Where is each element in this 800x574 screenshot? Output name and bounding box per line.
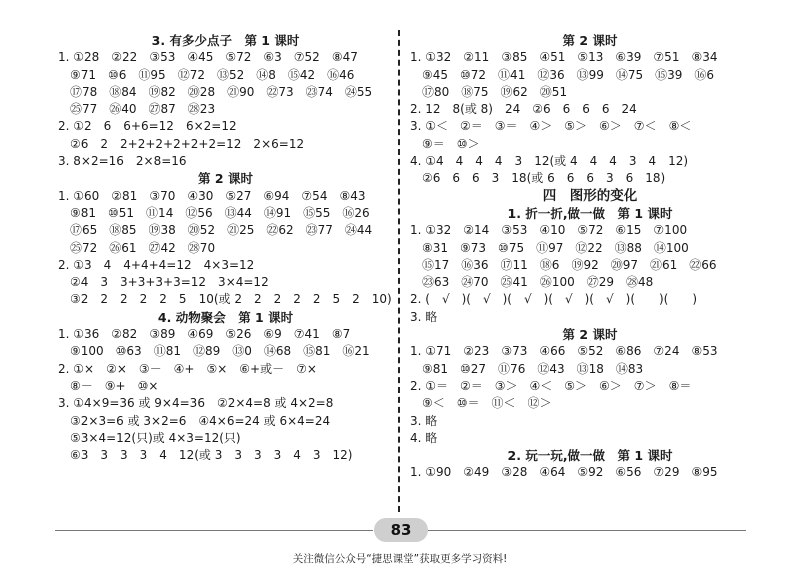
- right-answer-line: 2. ( √ )( √ )( √ )( √ )( √ )( )( ): [410, 292, 698, 307]
- right-answer-line: 1. ①32 ②14 ③53 ④10 ⑤72 ⑥15 ⑦100: [410, 223, 688, 238]
- left-answer-line: 3. ①4×9=36 或 9×4=36 ②2×4=8 或 4×2=8: [58, 396, 334, 411]
- left-answer-line: ③2×3=6 或 3×2=6 ④4×6=24 或 6×4=24: [58, 413, 331, 428]
- right-answer-line: 1. ①90 ②49 ③28 ④64 ⑤92 ⑥56 ⑦29 ⑧95: [410, 465, 718, 480]
- left-answer-line: ⑧－ ⑨+ ⑩×: [58, 378, 159, 393]
- right-section-heading: 第 2 课时: [562, 33, 618, 48]
- right-answer-line: 1. ①32 ②11 ③85 ④51 ⑤13 ⑥39 ⑦51 ⑧34: [410, 50, 718, 65]
- left-answer-line: ⑨71 ⑩6 ⑪95 ⑫72 ⑬52 ⑭8 ⑮42 ⑯46: [58, 67, 355, 82]
- left-answer-line: 2. ①× ②× ③－ ④+ ⑤× ⑥+或－ ⑦×: [58, 361, 317, 376]
- left-answer-line: ③2 2 2 2 2 5 10(或 2 2 2 2 2 5 2 10): [58, 292, 392, 307]
- left-answer-line: ⑤3×4=12(只)或 4×3=12(只): [58, 430, 241, 445]
- left-section-heading: 4. 动物聚会 第 1 课时: [157, 309, 294, 325]
- footer-rule-left: [55, 530, 373, 531]
- footer-rule-right: [428, 530, 746, 531]
- right-answer-line: 2. 12 8(或 8) 24 ②6 6 6 6 24: [410, 102, 637, 117]
- right-answer-line: ②6 6 6 3 18(或 6 6 6 3 6 18): [410, 171, 666, 186]
- right-answer-line: ⑨45 ⑩72 ⑪41 ⑫36 ⑬99 ⑭75 ⑮39 ⑯6: [410, 67, 715, 82]
- right-answer-line: 2. ①＝ ②＝ ③＞ ④＜ ⑤＞ ⑥＞ ⑦＞ ⑧＝: [410, 378, 692, 393]
- right-section-heading: 第 2 课时: [562, 327, 618, 343]
- left-answer-line: ⑰65 ⑱85 ⑲38 ⑳52 ㉑25 ㉒62 ㉓77 ㉔44: [58, 223, 373, 238]
- left-answer-line: ②4 3 3+3+3+3=12 3×4=12: [58, 275, 269, 290]
- left-answer-line: 1. ①36 ②82 ③89 ④69 ⑤26 ⑥9 ⑦41 ⑧7: [58, 327, 351, 342]
- left-answer-line: 1. ①28 ②22 ③53 ④45 ⑤72 ⑥3 ⑦52 ⑧47: [58, 50, 358, 65]
- page-number: 83: [374, 518, 428, 542]
- right-section-heading: 1. 折一折,做一做 第 1 课时: [507, 205, 673, 221]
- right-answer-line: ㉓63 ㉔70 ㉕41 ㉖100 ㉗29 ㉘48: [410, 275, 654, 290]
- right-answer-line: ⑨＝ ⑩＞: [410, 136, 480, 151]
- right-answer-line: 4. 略: [410, 430, 438, 445]
- right-column: [410, 32, 770, 482]
- left-answer-line: ⑥3 3 3 3 4 12(或 3 3 3 3 4 3 12): [58, 448, 353, 463]
- column-divider: [398, 30, 400, 512]
- right-answer-line: 4. ①4 4 4 4 3 12(或 4 4 4 3 4 12): [410, 154, 689, 169]
- right-answer-line: 3. 略: [410, 309, 438, 324]
- left-answer-line: ②6 2 2+2+2+2+2+2=12 2×6=12: [58, 136, 305, 151]
- right-answer-line: ⑧31 ⑨73 ⑩75 ⑪97 ⑫22 ⑬88 ⑭100: [410, 240, 689, 255]
- left-answer-line: 2. ①3 4 4+4+4=12 4×3=12: [58, 257, 255, 272]
- right-answer-line: 1. ①71 ②23 ③73 ④66 ⑤52 ⑥86 ⑦24 ⑧53: [410, 344, 718, 359]
- left-answer-line: 1. ①60 ②81 ③70 ④30 ⑤27 ⑥94 ⑦54 ⑧43: [58, 188, 366, 203]
- right-answer-line: ⑰80 ⑱75 ⑲62 ⑳51: [410, 84, 568, 99]
- left-answer-line: ⑰78 ⑱84 ⑲82 ⑳28 ㉑90 ㉒73 ㉓74 ㉔55: [58, 84, 373, 99]
- left-section-heading: 第 2 课时: [198, 171, 253, 187]
- left-answer-line: 2. ①2 6 6+6=12 6×2=12: [58, 119, 237, 134]
- right-answer-line: ⑮17 ⑯36 ⑰11 ⑱6 ⑲92 ⑳97 ㉑61 ㉒66: [410, 257, 717, 272]
- right-section-heading: 2. 玩一玩,做一做 第 1 课时: [507, 448, 673, 464]
- right-answer-line: 3. ①＜ ②＝ ③＝ ④＞ ⑤＞ ⑥＞ ⑦＜ ⑧＜: [410, 119, 692, 134]
- right-answer-line: ⑨81 ⑩27 ⑪76 ⑫43 ⑬18 ⑭83: [410, 361, 644, 376]
- left-section-heading: 3. 有多少点子 第 1 课时: [151, 33, 300, 48]
- right-section-heading: 四 图形的变化: [542, 187, 638, 204]
- left-column: [58, 32, 393, 464]
- left-answer-line: ⑨100 ⑩63 ⑪81 ⑫89 ⑬0 ⑭68 ⑮81 ⑯21: [58, 344, 370, 359]
- left-answer-line: ⑨81 ⑩51 ⑪14 ⑫56 ⑬44 ⑭91 ⑮55 ⑯26: [58, 205, 370, 220]
- left-answer-line: ㉕77 ㉖40 ㉗87 ㉘23: [58, 102, 216, 117]
- footer-note: 关注微信公众号“捷思课堂”获取更多学习资料!: [292, 553, 508, 565]
- right-answer-line: 3. 略: [410, 413, 438, 428]
- right-answer-line: ⑨＜ ⑩＝ ⑪＜ ⑫＞: [410, 396, 552, 411]
- left-answer-line: 3. 8×2=16 2×8=16: [58, 154, 187, 169]
- left-answer-line: ㉕72 ㉖61 ㉗42 ㉘70: [58, 240, 216, 255]
